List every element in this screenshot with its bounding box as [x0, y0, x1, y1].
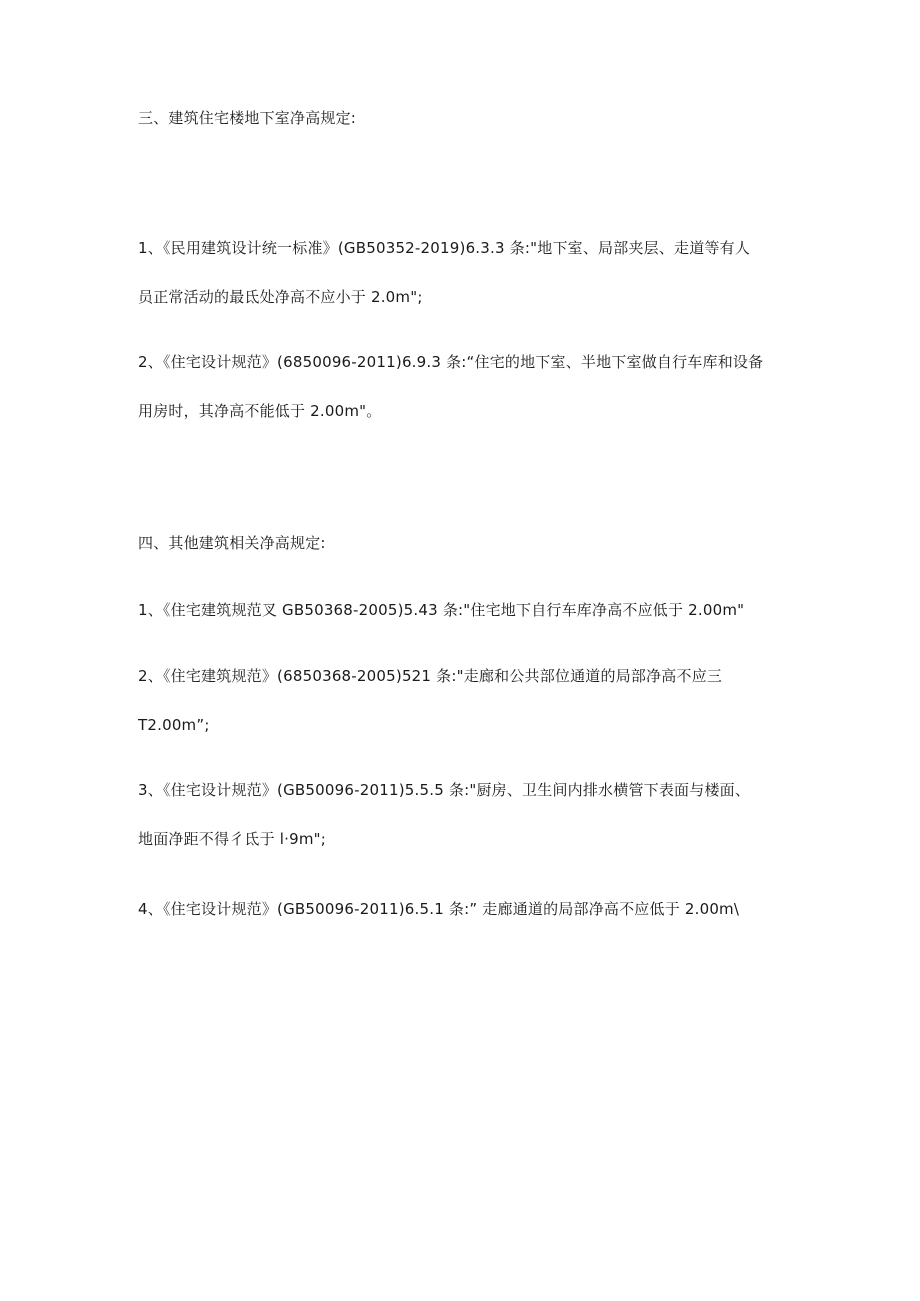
- section4-item2-line2: T2.00m”;: [138, 716, 210, 734]
- section4-item3-line1: 3、《住宅设计规范》(GB50096-2011)5.5.5 条:"厨房、卫生间内排水横管下表面与楼面、: [138, 781, 751, 799]
- section3-item2-line1: 2、《住宅设计规范》(6850096-2011)6.9.3 条:“住宅的地下室、半地下室做自行车库和设备: [138, 353, 764, 371]
- section4-item3-line2: 地面净距不得彳氐于 l·9m";: [138, 830, 327, 848]
- section3-heading: 三、建筑住宅楼地下室净高规定:: [138, 109, 357, 127]
- section4-item1-line1: 1、《住宅建筑规范叉 GB50368-2005)5.43 条:"住宅地下自行车库净高不应低于 2.00m": [138, 601, 745, 619]
- section3-item1-line1: 1、《民用建筑设计统一标准》(GB50352-2019)6.3.3 条:"地下室、局部夹层、走道等有人: [138, 239, 751, 257]
- section4-item4-line1: 4、《住宅设计规范》(GB50096-2011)6.5.1 条:” 走廊通道的局部净高不应低于 2.00m\: [138, 900, 740, 918]
- section4-item2-line1: 2、《住宅建筑规范》(6850368-2005)521 条:"走廊和公共部位通道的局部净高不应三: [138, 667, 723, 685]
- section3-item2-line2: 用房时，其净高不能低于 2.00m"。: [138, 402, 382, 420]
- section3-item1-line2: 员正常活动的最氐处净高不应小于 2.0m";: [138, 288, 423, 306]
- section4-heading: 四、其他建筑相关净高规定:: [138, 534, 326, 552]
